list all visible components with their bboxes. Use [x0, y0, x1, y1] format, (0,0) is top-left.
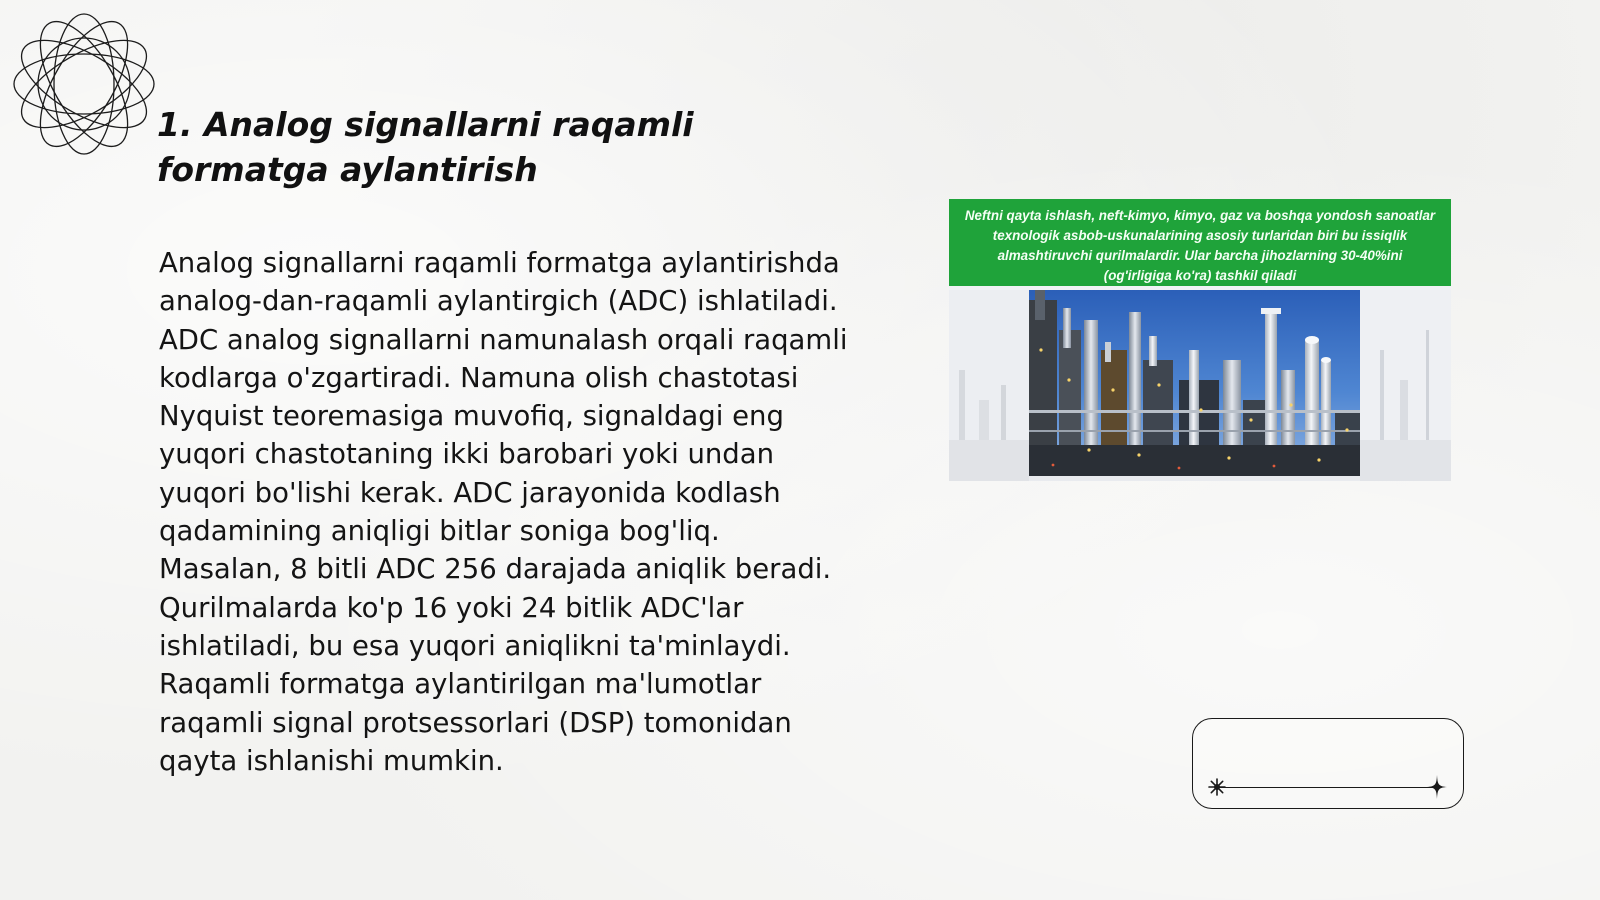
- refinery-photo: [1029, 290, 1360, 476]
- refinery-figure: [949, 199, 1451, 481]
- figure-backdrop-right: [1360, 290, 1451, 481]
- sparkle-icon: [1427, 775, 1447, 799]
- slide-title: 1. Analog signallarni raqamli formatga aylantirish: [157, 105, 694, 189]
- slider-track-line: [1217, 787, 1437, 788]
- figure-caption-banner: Neftni qayta ishlash, neft-kimyo, kimyo, gaz va boshqa yondosh sanoatlar texnologik asbob-uskunalarining asosiy turlaridan biri bu issiqlik almashtiruvchi qurilmalardir. Ular barcha jihozlarning 30-40%ini (og'irligiga ko'ra) tashkil qiladi: [949, 199, 1451, 286]
- decorative-slider-card: [1192, 718, 1464, 809]
- ring-ornament-icon: [10, 10, 158, 158]
- figure-backdrop-left: [949, 290, 1029, 481]
- slide-body-text: Analog signallarni raqamli formatga aylantirishda analog-dan-raqamli aylantirgich (ADC) ishlatiladi. ADC analog signallarni namunalash orqali raqamli kodlarga o'zgartiradi. Namuna olish chastotasi Nyquist teoremasiga muvofiq, signaldagi eng yuqori chastotaning ikki barobari yoki undan yuqori bo'lishi kerak. ADC jarayonida kodlash qadamining aniqligi bitlar soniga bog'liq. Masalan, 8 bitli ADC 256 darajada aniqlik beradi. Qurilmalarda ko'p 16 yoki 24 bitlik ADC'lar ishlatiladi, bu esa yuqori aniqlikni ta'minlaydi. Raqamli formatga aylantirilgan ma'lumotlar raqamli signal protsessorlari (DSP) tomonidan qayta ishlanishi mumkin.: [159, 247, 848, 777]
